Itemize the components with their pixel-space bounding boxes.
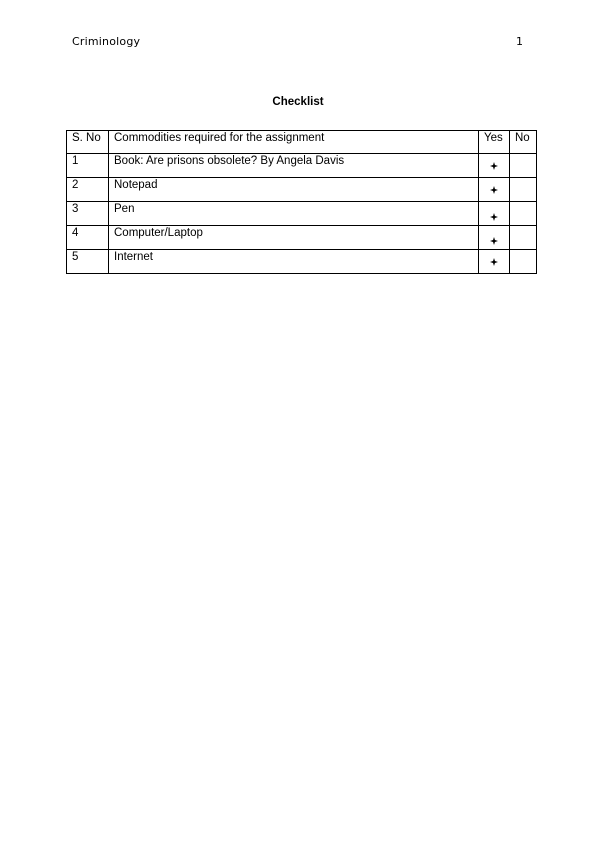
checklist-table [66,130,537,274]
row-number: 5 [67,250,109,274]
yes-cell [479,154,510,178]
table-row [67,202,537,226]
yes-cell [479,202,510,226]
column-header-sno: S. No [67,131,109,154]
row-commodity: Pen [109,202,479,226]
row-commodity: Computer/Laptop [109,226,479,250]
table-header-row [67,131,537,154]
page-title: Checklist [272,96,324,108]
row-number: 1 [67,154,109,178]
table-row [67,178,537,202]
four-pointed-star-check-icon [490,162,498,170]
no-cell [510,250,537,274]
running-head: Criminology [72,35,141,48]
page-number: 1 [516,35,523,48]
column-header-commodities: Commodities required for the assignment [109,131,479,154]
row-commodity: Book: Are prisons obsolete? By Angela Davis [109,154,479,178]
no-cell [510,154,537,178]
four-pointed-star-check-icon [490,258,498,266]
table-row [67,250,537,274]
four-pointed-star-check-icon [490,186,498,194]
table-row [67,154,537,178]
yes-cell [479,178,510,202]
row-commodity: Notepad [109,178,479,202]
row-number: 3 [67,202,109,226]
four-pointed-star-check-icon [490,213,498,221]
yes-cell [479,250,510,274]
column-header-no: No [510,131,537,154]
column-header-yes: Yes [479,131,510,154]
yes-cell [479,226,510,250]
table-row [67,226,537,250]
no-cell [510,226,537,250]
no-cell [510,178,537,202]
four-pointed-star-check-icon [490,237,498,245]
row-number: 4 [67,226,109,250]
row-commodity: Internet [109,250,479,274]
row-number: 2 [67,178,109,202]
no-cell [510,202,537,226]
